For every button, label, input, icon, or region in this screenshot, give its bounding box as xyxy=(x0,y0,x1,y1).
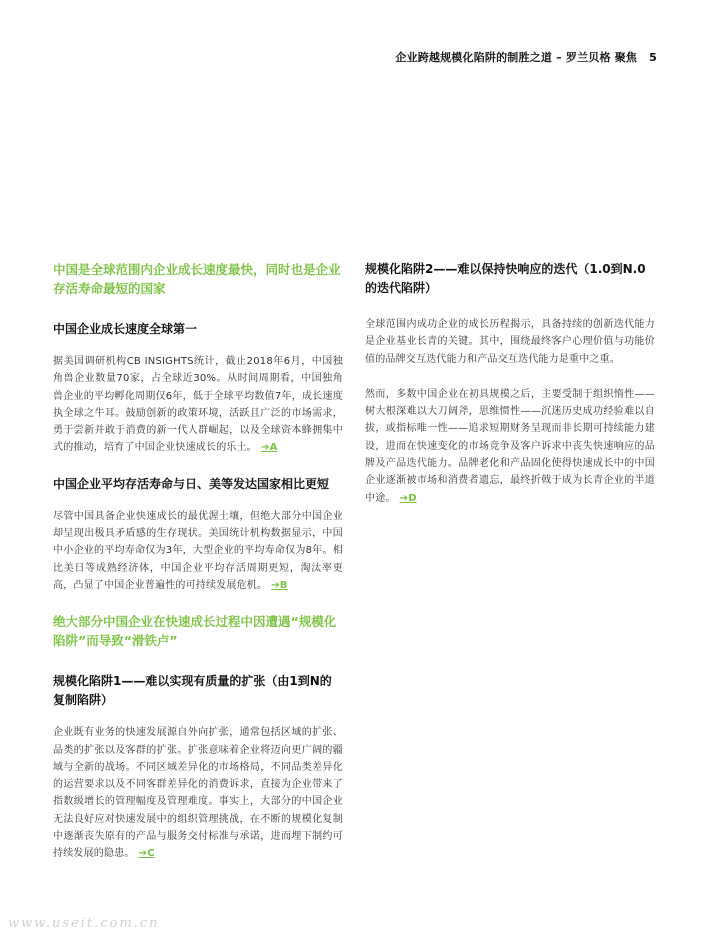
page-number: 5 xyxy=(649,51,657,64)
section-heading-fastest-growth: 中国是全球范围内企业成长速度最快，同时也是企业存活寿命最短的国家 xyxy=(53,262,341,296)
paragraph-text: 据美国调研机构CB INSIGHTS统计，截止2018年6月，中国独角兽企业数量70家，占全球近30%。从时间周期看，中国独角兽企业的平均孵化周期仅6年，低于全球平均数值7年，成长速度执全球之牛耳。鼓励创新的政策环境，活跃且广泛的市场需求，勇于尝新并敢于消费的新一代人群崛起，以及全球资本蜂拥集中式的推动，培育了中国企业快速成长的乐土。 xyxy=(53,356,343,454)
subheading-trap-2: 规模化陷阱2——难以保持快响应的迭代（1.0到N.0的迭代陷阱） xyxy=(365,262,646,295)
page-header xyxy=(395,49,657,65)
paragraph-growth-speed xyxy=(53,353,343,457)
header-title: 企业跨越规模化陷阱的制胜之道 – 罗兰贝格 聚焦 xyxy=(395,51,638,64)
reference-link-d[interactable]: ➔D xyxy=(399,492,417,504)
right-column xyxy=(365,260,655,525)
left-column xyxy=(53,260,343,881)
paragraph-text: 尽管中国具备企业快速成长的最优渥土壤，但绝大部分中国企业却呈现出极具矛盾感的生存现状。美国统计机构数据显示，中国中小企业的平均寿命仅为3年，大型企业的平均寿命仅为8年。相比美日等成熟经济体，中国企业平均存活周期更短，淘汰率更高，凸显了中国企业普遍性的可持续发展危机。 xyxy=(53,510,343,591)
reference-link-a[interactable]: ➔A xyxy=(261,442,278,454)
reference-link-c[interactable]: ➔C xyxy=(138,848,155,860)
subheading-growth-speed: 中国企业成长速度全球第一 xyxy=(53,322,198,336)
paragraph-text: 企业既有业务的快速发展源自外向扩张，通常包括区域的扩张、品类的扩张以及客群的扩张。扩张意味着企业将迈向更广阔的疆域与全新的战场。不同区域差异化的市场格局，不同品类差异化的运营要求以及不同客群差异化的消费诉求，直接为企业带来了指数级增长的管理幅度及管理难度。事实上，大部分的中国企业无法良好应对快速发展中的组织管理挑战，在不断的规模化复制中逐渐丧失原有的产品与服务交付标准与承诺，进而埋下制约可持续发展的隐患。 xyxy=(53,727,343,860)
paragraph-lifespan xyxy=(53,508,343,594)
reference-link-b[interactable]: ➔B xyxy=(271,579,288,591)
paragraph-text: 然而，多数中国企业在初具规模之后，主要受制于组织惰性——树大根深难以大刀阔斧，思维惯性——沉迷历史成功经验难以自拔，或指标唯一性——追求短期财务呈现而非长期可持续能力建设，进而在快速变化的市场竞争及客户诉求中丧失快速响应的品牌及产品迭代能力。品牌老化和产品固化使得快速成长中的中国企业逐渐被市场和消费者遗忘，最终折戟于成为长青企业的半道中途。 xyxy=(365,388,655,504)
subheading-lifespan: 中国企业平均存活寿命与日、美等发达国家相比更短 xyxy=(53,476,330,491)
paragraph-innovation: 全球范围内成功企业的成长历程揭示，具备持续的创新迭代能力是企业基业长青的关键。其中，围绕最终客户心理价值与功能价值的品牌交互迭代能力和产品交互迭代能力是重中之重。 xyxy=(365,319,655,365)
subheading-trap-1: 规模化陷阱1——难以实现有质量的扩张（由1到N的复制陷阱） xyxy=(53,674,332,708)
watermark: www.useit.com.cn xyxy=(8,916,160,931)
paragraph-inertia xyxy=(365,386,655,507)
paragraph-trap-1 xyxy=(53,724,343,862)
section-heading-scaling-trap: 绝大部分中国企业在快速成长过程中因遭遇“规模化陷阱”而导致“滑铁卢” xyxy=(53,614,337,649)
